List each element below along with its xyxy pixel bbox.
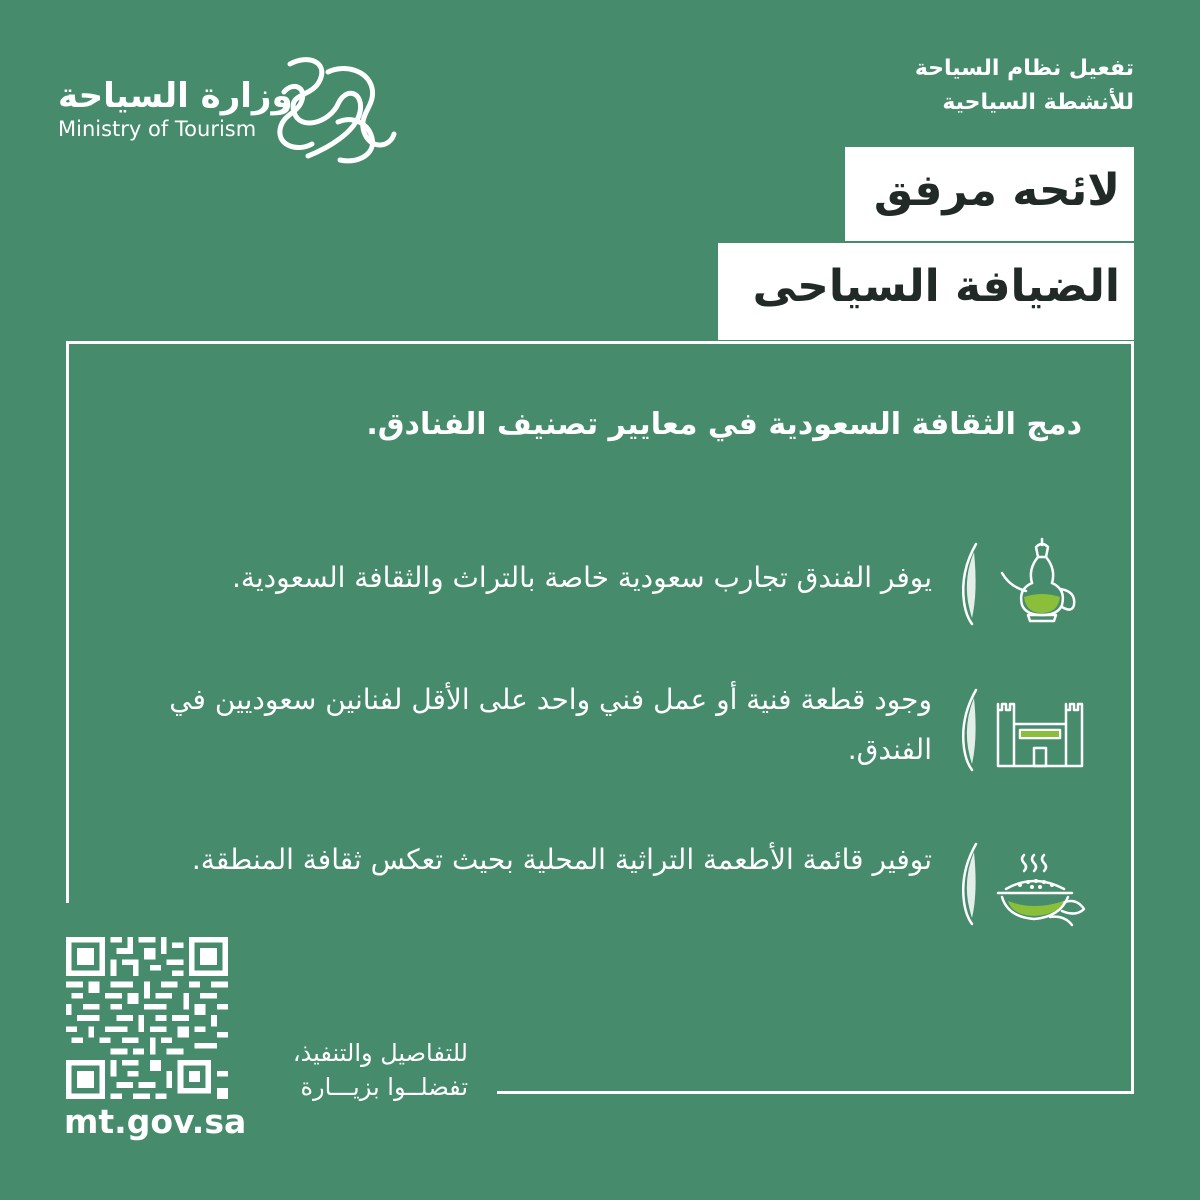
qr-code-icon[interactable] — [66, 937, 228, 1099]
section-heading: دمج الثقافة السعودية في معايير تصنيف الفنادق. — [366, 407, 1082, 442]
system-subtitle — [774, 52, 1134, 120]
logo-arabic-text: وزارة السياحة — [58, 76, 293, 116]
decorative-leaf-icon — [958, 842, 982, 926]
frame-bottom-border — [497, 1091, 1134, 1094]
item-text-saudi-artwork: وجود قطعة فنية أو عمل فني واحد على الأقل لفنانين سعوديين في الفندق. — [169, 683, 932, 766]
call-to-action — [240, 1036, 468, 1104]
logo-english-text: Ministry of Tourism — [58, 117, 257, 141]
ministry-logo-calligraphy-icon — [268, 52, 400, 167]
subtitle-line-1: تفعيل نظام السياحة — [914, 56, 1134, 81]
item-text-heritage-experience: يوفر الفندق تجارب سعودية خاصة بالتراث والثقافة السعودية. — [231, 561, 932, 594]
title-line-1: لائحه مرفق — [845, 147, 1134, 241]
subtitle-line-2: للأنشطة السياحية — [942, 90, 1134, 115]
item-text-traditional-food-menu: توفير قائمة الأطعمة التراثية المحلية بحيث تعكس ثقافة المنطقة. — [191, 843, 932, 876]
website-link[interactable]: mt.gov.sa — [64, 1102, 247, 1141]
traditional-food-dish-icon — [990, 845, 1090, 935]
frame-left-border — [66, 341, 69, 903]
title-line-2: الضيافة السياحى — [718, 243, 1134, 340]
frame-right-border — [1131, 341, 1134, 1094]
dallah-coffee-pot-icon — [990, 535, 1090, 625]
decorative-leaf-icon — [958, 542, 982, 626]
heritage-fort-icon — [990, 690, 1090, 780]
cta-line-1: للتفاصيل والتنفيذ، — [292, 1039, 468, 1067]
cta-line-2: تفضلــوا بزيـــارة — [300, 1073, 468, 1101]
frame-top-border — [66, 341, 1134, 344]
decorative-leaf-icon — [958, 688, 982, 772]
